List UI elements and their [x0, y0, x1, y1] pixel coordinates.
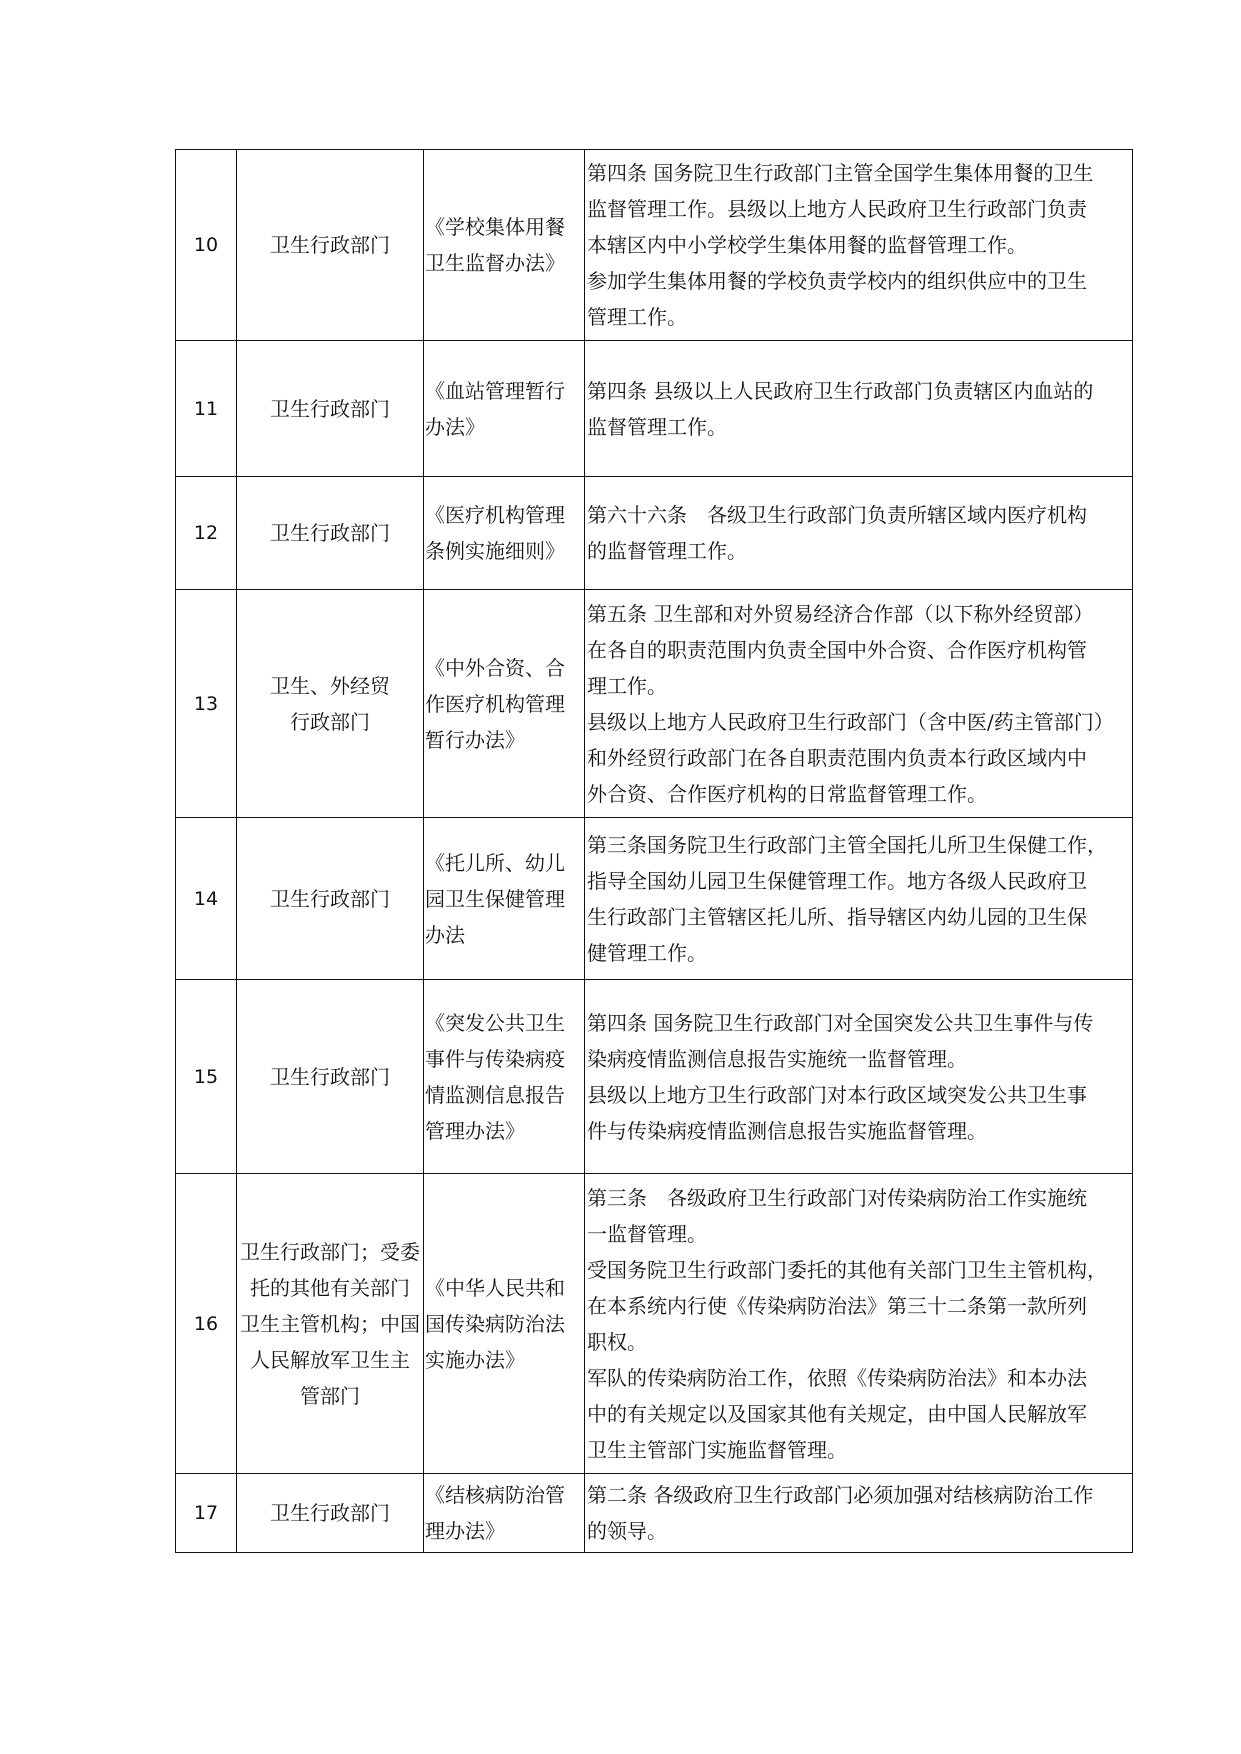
regulation-name-cell-line: 《中华人民共和 [425, 1275, 565, 1300]
table-row [176, 590, 1133, 818]
row-number: 12 [176, 477, 237, 590]
regulation-name-cell [424, 1474, 585, 1553]
regulation-name-cell-line: 《血站管理暂行 [425, 378, 565, 403]
regulation-name-cell-line: 实施办法》 [425, 1347, 525, 1372]
department-cell-line: 卫生主管机构；中国 [240, 1311, 420, 1336]
table-row [176, 1174, 1133, 1474]
department-cell-line: 托的其他有关部门 [250, 1275, 410, 1300]
department-cell-line: 管部门 [300, 1383, 360, 1408]
regulation-name-cell-line: 《医疗机构管理 [425, 503, 565, 527]
clause-cell-line: 外合资、合作医疗机构的日常监督管理工作。 [587, 781, 987, 806]
regulation-name-cell-line: 暂行办法》 [425, 727, 525, 752]
clause-cell-line: 监督管理工作。县级以上地方人民政府卫生行政部门负责 [587, 197, 1087, 221]
clause-cell-line: 第三条 各级政府卫生行政部门对传染病防治工作实施统 [587, 1185, 1087, 1210]
regulation-table [175, 149, 1133, 1553]
clause-cell-line: 职权。 [587, 1329, 647, 1354]
clause-cell-line: 染病疫情监测信息报告实施统一监督管理。 [587, 1046, 967, 1071]
table-row [176, 477, 1133, 590]
clause-cell-line: 的领导。 [587, 1519, 667, 1543]
department-cell [237, 1474, 424, 1553]
department-cell [237, 477, 424, 590]
clause-cell-line: 军队的传染病防治工作，依照《传染病防治法》和本办法 [587, 1365, 1087, 1390]
clause-cell-line: 在各自的职责范围内负责全国中外合资、合作医疗机构管 [587, 637, 1087, 662]
clause-cell-line: 指导全国幼儿园卫生保健管理工作。地方各级人民政府卫 [587, 868, 1087, 893]
clause-cell-line: 第三条国务院卫生行政部门主管全国托儿所卫生保健工作， [587, 832, 1107, 857]
department-cell-line: 人民解放军卫生主 [250, 1347, 410, 1372]
department-cell-line: 卫生、外经贸 [270, 673, 390, 698]
row-number: 13 [176, 590, 237, 818]
row-number: 14 [176, 818, 237, 980]
clause-cell [585, 150, 1133, 341]
department-cell [237, 590, 424, 818]
clause-cell-line: 的监督管理工作。 [587, 539, 747, 563]
regulation-name-cell-line: 事件与传染病疫 [425, 1046, 565, 1071]
regulation-name-cell-line: 作医疗机构管理 [425, 691, 565, 716]
regulation-name-cell [424, 477, 585, 590]
row-number: 10 [176, 150, 237, 341]
department-cell-line: 卫生行政部门 [270, 1501, 390, 1525]
regulation-name-cell-line: 《突发公共卫生 [425, 1010, 565, 1035]
clause-cell-line: 监督管理工作。 [587, 414, 727, 439]
row-number: 11 [176, 341, 237, 477]
department-cell [237, 150, 424, 341]
regulation-name-cell [424, 818, 585, 980]
department-cell-line: 行政部门 [290, 709, 370, 734]
department-cell [237, 980, 424, 1174]
clause-cell-line: 一监督管理。 [587, 1221, 707, 1246]
regulation-name-cell-line: 情监测信息报告 [425, 1082, 565, 1107]
regulation-name-cell [424, 980, 585, 1174]
clause-cell-line: 中的有关规定以及国家其他有关规定，由中国人民解放军 [587, 1401, 1087, 1426]
table-row [176, 818, 1133, 980]
regulation-name-cell [424, 1174, 585, 1474]
regulation-name-cell-line: 管理办法》 [425, 1118, 525, 1143]
regulation-name-cell-line: 园卫生保健管理 [425, 886, 565, 911]
clause-cell [585, 477, 1133, 590]
clause-cell-line: 县级以上地方卫生行政部门对本行政区域突发公共卫生事 [587, 1082, 1087, 1107]
regulation-name-cell-line: 《托儿所、幼儿 [425, 850, 565, 875]
clause-cell-line: 生行政部门主管辖区托儿所、指导辖区内幼儿园的卫生保 [587, 904, 1087, 929]
clause-cell-line: 本辖区内中小学校学生集体用餐的监督管理工作。 [587, 233, 1027, 257]
table-body [176, 150, 1133, 1553]
clause-cell [585, 1474, 1133, 1553]
department-cell-line: 卫生行政部门 [270, 886, 390, 911]
clause-cell [585, 980, 1133, 1174]
regulation-name-cell-line: 理办法》 [425, 1519, 505, 1543]
department-cell-line: 卫生行政部门 [270, 1064, 390, 1089]
clause-cell-line: 第六十六条 各级卫生行政部门负责所辖区域内医疗机构 [587, 503, 1087, 527]
department-cell [237, 818, 424, 980]
regulation-name-cell-line: 国传染病防治法 [425, 1311, 565, 1336]
row-number: 17 [176, 1474, 237, 1553]
table-row [176, 980, 1133, 1174]
clause-cell-line: 理工作。 [587, 673, 667, 698]
table-row [176, 341, 1133, 477]
regulation-name-cell-line: 办法》 [425, 414, 485, 439]
department-cell-line: 卫生行政部门 [270, 396, 390, 421]
clause-cell [585, 818, 1133, 980]
clause-cell-line: 第四条 县级以上人民政府卫生行政部门负责辖区内血站的 [587, 378, 1094, 403]
regulation-name-cell-line: 卫生监督办法》 [425, 251, 565, 275]
department-cell-line: 卫生行政部门；受委 [240, 1239, 420, 1264]
clause-cell-line: 第四条 国务院卫生行政部门主管全国学生集体用餐的卫生 [587, 161, 1094, 185]
clause-cell [585, 590, 1133, 818]
regulation-name-cell-line: 《结核病防治管 [425, 1483, 565, 1507]
clause-cell-line: 件与传染病疫情监测信息报告实施监督管理。 [587, 1118, 987, 1143]
regulation-name-cell-line: 《中外合资、合 [425, 655, 565, 680]
regulation-name-cell [424, 341, 585, 477]
table-row [176, 150, 1133, 341]
regulation-name-cell-line: 条例实施细则》 [425, 539, 565, 563]
regulation-name-cell-line: 《学校集体用餐 [425, 215, 565, 239]
department-cell-line: 卫生行政部门 [270, 233, 390, 257]
department-cell-line: 卫生行政部门 [270, 521, 390, 545]
regulation-name-cell-line: 办法 [425, 922, 465, 947]
clause-cell-line: 第四条 国务院卫生行政部门对全国突发公共卫生事件与传 [587, 1010, 1094, 1035]
clause-cell-line: 和外经贸行政部门在各自职责范围内负责本行政区域内中 [587, 745, 1087, 770]
clause-cell [585, 1174, 1133, 1474]
clause-cell-line: 卫生主管部门实施监督管理。 [587, 1437, 847, 1462]
clause-cell-line: 受国务院卫生行政部门委托的其他有关部门卫生主管机构， [587, 1257, 1107, 1282]
clause-cell-line: 管理工作。 [587, 305, 687, 329]
clause-cell-line: 县级以上地方人民政府卫生行政部门（含中医/药主管部门） [587, 709, 1114, 734]
table-row [176, 1474, 1133, 1553]
clause-cell-line: 第五条 卫生部和对外贸易经济合作部（以下称外经贸部） [587, 601, 1094, 626]
clause-cell-line: 在本系统内行使《传染病防治法》第三十二条第一款所列 [587, 1293, 1087, 1318]
department-cell [237, 1174, 424, 1474]
clause-cell [585, 341, 1133, 477]
department-cell [237, 341, 424, 477]
row-number: 16 [176, 1174, 237, 1474]
regulation-name-cell [424, 590, 585, 818]
clause-cell-line: 参加学生集体用餐的学校负责学校内的组织供应中的卫生 [587, 269, 1087, 293]
clause-cell-line: 第二条 各级政府卫生行政部门必须加强对结核病防治工作 [587, 1483, 1094, 1507]
row-number: 15 [176, 980, 237, 1174]
regulation-name-cell [424, 150, 585, 341]
clause-cell-line: 健管理工作。 [587, 940, 707, 965]
